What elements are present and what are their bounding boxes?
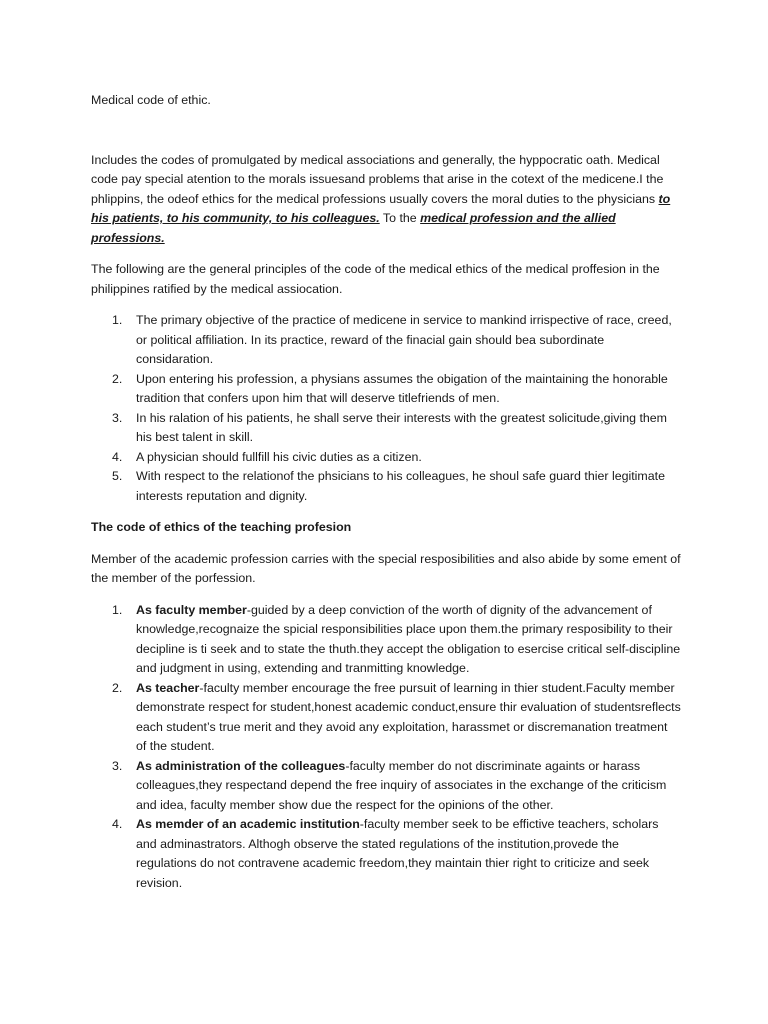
intro-text-1: Includes the codes of promulgated by medical associations and generally, the hyppocratic oath. Medical code pay special atention to the morals issuesand problems that arise in the cotext of the medicene.I the phlippins, the odeof ethics for the medical professions usually covers the moral duties to the physicians xyxy=(91,152,664,206)
list-item xyxy=(91,757,681,816)
list-item xyxy=(91,815,681,893)
list-number: 1. xyxy=(112,602,123,617)
list-item xyxy=(91,370,681,409)
list-lead: As faculty member xyxy=(136,602,247,617)
list-lead: As administration of the colleagues xyxy=(136,758,346,773)
list-number: 3. xyxy=(112,758,123,773)
list-number: 2. xyxy=(112,680,123,695)
list-lead: As memder of an academic institution xyxy=(136,817,360,831)
list-text: -faculty member seek to be effictive teachers, scholars and adminastrators. Althogh observe the stated regulations of the institution,provede the regulations do not contravene academic freedom,they maintain thier right to criticize and seek revision. xyxy=(136,817,659,890)
list-text: -guided by a deep conviction of the worth of dignity of the advancement of knowledge,recognaize the spicial responsibilities place upon them.the primary resposibility to their decipline is ti seek and to state the thuth.they accept the obligation to esercise critical self-discipline and judgment in using, extending and tranmitting knowledge. xyxy=(136,602,681,675)
teaching-principles-list xyxy=(91,601,681,894)
teaching-intro: Member of the academic profession carries with the special resposibilities and also abide by some ement of the member of the porfession. xyxy=(91,551,681,585)
list-item xyxy=(91,311,681,370)
intro-emphasis-2: medical profession and the allied professions. xyxy=(91,211,616,245)
list-number: 1. xyxy=(112,313,123,327)
medical-principles-intro: The following are the general principles of the code of the medical ethics of the medical proffesion in the philippines ratified by the medical assiocation. xyxy=(91,262,660,296)
list-item xyxy=(91,467,681,506)
list-text: The primary objective of the practice of medicene in service to mankind irrispective of race, creed, or political affiliation. In its practice, reward of the finacial gain should bea subordinate considaration. xyxy=(136,313,672,366)
intro-emphasis-1: to his patients, to his community, to his colleagues. xyxy=(91,191,671,225)
list-text: In his ralation of his patients, he shall serve their interests with the greatest solicitude,giving them his best talent in skill. xyxy=(136,410,668,444)
list-number: 5. xyxy=(112,469,123,483)
list-text: -faculty member do not discriminate againts or harass colleagues,they respectand depend the free inquiry of associates in the exchange of the criticism and idea, faculty member show due the respect for the opinions of the other. xyxy=(136,758,667,812)
intro-paragraph xyxy=(91,151,681,249)
list-number: 3. xyxy=(112,410,123,425)
list-number: 4. xyxy=(112,817,123,831)
list-text: -faculty member encourage the free pursuit of learning in thier student.Faculty member demonstrate respect for student,honest academic conduct,ensure thir evaluation of studentsreflects each student’s true merit and they avoid any exploitation, harassmet or discremanation treatment of the student. xyxy=(136,680,681,753)
list-number: 4. xyxy=(112,449,123,464)
intro-text-2: To the xyxy=(379,211,421,225)
list-item xyxy=(91,679,681,757)
list-number: 2. xyxy=(112,371,123,386)
teaching-heading: The code of ethics of the teaching profesion xyxy=(91,520,352,534)
list-item xyxy=(91,448,681,468)
document-body xyxy=(91,91,681,905)
list-lead: As teacher xyxy=(136,680,200,695)
list-item xyxy=(91,601,681,679)
document-title: Medical code of ethic. xyxy=(91,93,211,107)
medical-principles-list xyxy=(91,311,681,506)
list-text: Upon entering his profession, a physians assumes the obigation of the maintaining the honorable tradition that confers upon him that will deserve titlefriends of men. xyxy=(136,371,668,405)
list-text: With respect to the relationof the phsicians to his colleagues, he shoul safe guard thier legitimate interests reputation and dignity. xyxy=(136,469,665,503)
list-text: A physician should fullfill his civic duties as a citizen. xyxy=(136,449,422,464)
list-item xyxy=(91,409,681,448)
